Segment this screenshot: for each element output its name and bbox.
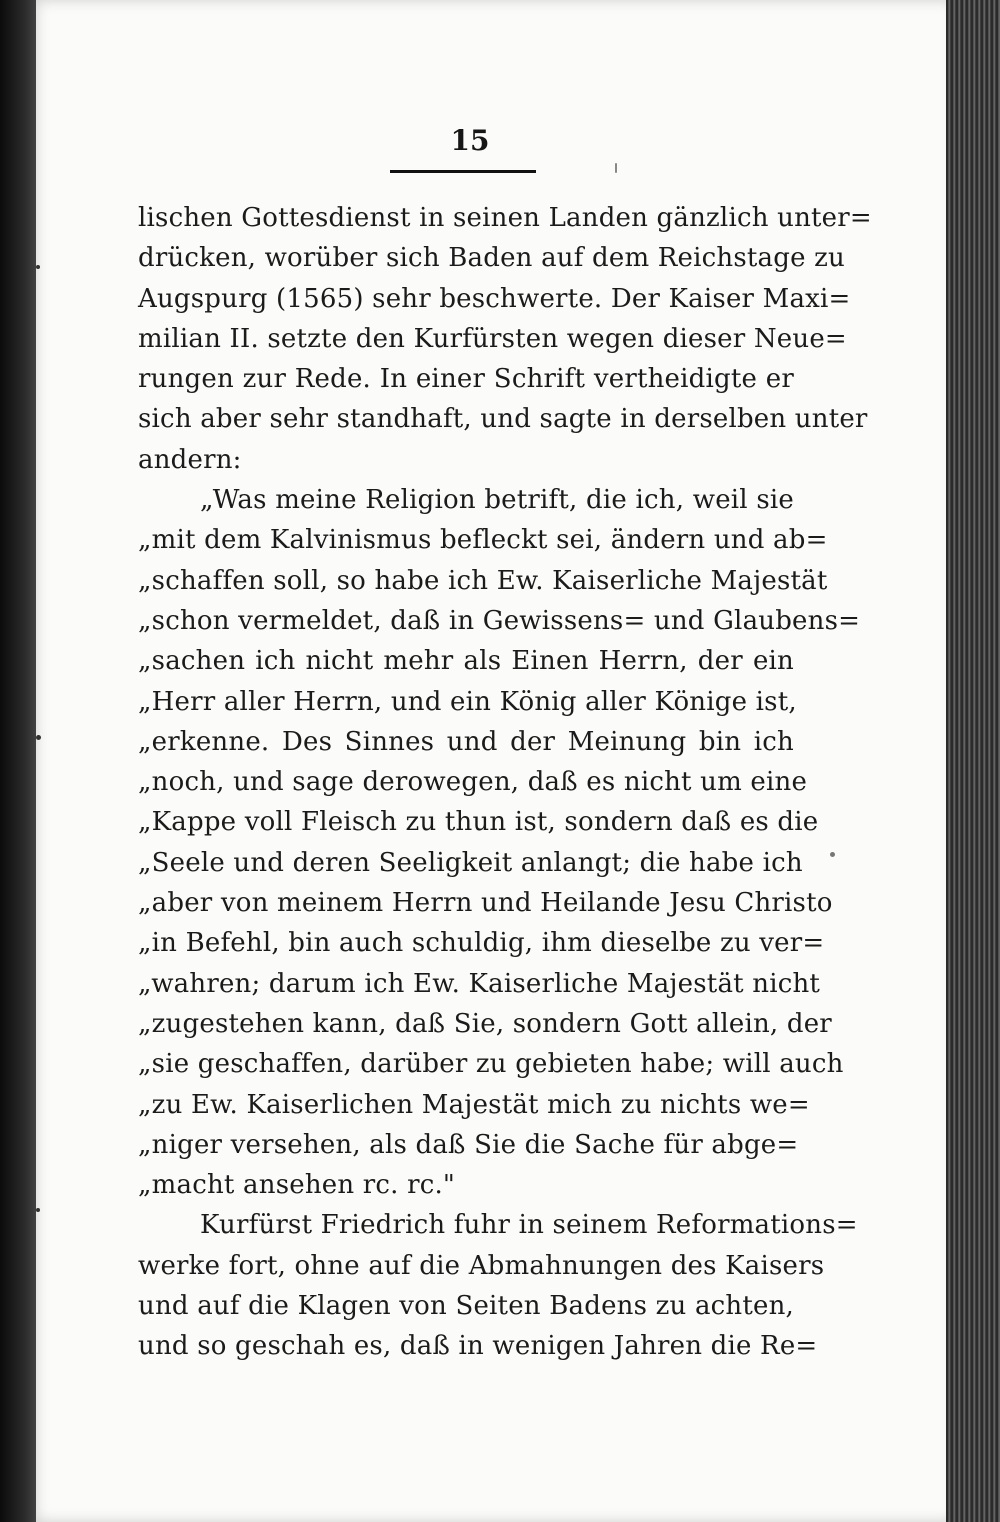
quote-line: „Was meine Religion betrift, die ich, weil sie — [200, 485, 794, 516]
paper-speck — [36, 1208, 40, 1212]
text-line: und so geschah es, daß in wenigen Jahren die Re= — [138, 1331, 818, 1362]
page-stack-edge — [946, 0, 1000, 1522]
quote-line: „schaffen soll, so habe ich Ew. Kaiserliche Majestät — [138, 565, 828, 596]
paper-speck — [830, 852, 835, 857]
body-text — [138, 198, 872, 1367]
text-line: sich aber sehr standhaft, und sagte in derselben unter — [138, 404, 868, 435]
quote-line: „zugestehen kann, daß Sie, sondern Gott allein, der — [138, 1008, 832, 1039]
paper-speck — [36, 735, 41, 740]
quote-line: „Kappe voll Fleisch zu thun ist, sondern daß es die — [138, 807, 819, 838]
text-line: lischen Gottesdienst in seinen Landen gänzlich unter= — [138, 203, 872, 233]
header-rule — [390, 170, 536, 173]
paper-speck — [36, 265, 40, 269]
quote-line: „Herr aller Herrn, und ein König aller Könige ist, — [138, 686, 797, 717]
paper-speck — [615, 163, 617, 173]
text-line: rungen zur Rede. In einer Schrift vertheidigte er — [138, 364, 794, 395]
text-line: drücken, worüber sich Baden auf dem Reichstage zu — [138, 243, 845, 274]
quote-line: „aber von meinem Herrn und Heilande Jesu Christo — [138, 888, 833, 919]
quote-line: „zu Ew. Kaiserlichen Majestät mich zu nichts we= — [138, 1089, 810, 1120]
quote-line: „wahren; darum ich Ew. Kaiserliche Majestät nicht — [138, 968, 821, 999]
quote-line: „sie geschaffen, darüber zu gebieten habe; will auch — [138, 1049, 844, 1080]
quote-line: „mit dem Kalvinismus befleckt sei, ändern und ab= — [138, 525, 828, 556]
quote-line: „noch, und sage derowegen, daß es nicht um eine — [138, 767, 808, 798]
text-line: und auf die Klagen von Seiten Badens zu achten, — [138, 1291, 794, 1322]
quote-line: „sachen ich nicht mehr als Einen Herrn, der ein — [138, 646, 794, 677]
text-line: Kurfürst Friedrich fuhr in seinem Reformations= — [200, 1210, 858, 1241]
quote-line: „erkenne. Des Sinnes und der Meinung bin ich — [138, 726, 794, 757]
text-line: Augspurg (1565) sehr beschwerte. Der Kaiser Maxi= — [138, 283, 851, 314]
quote-line: „Seele und deren Seeligkeit anlangt; die habe ich — [138, 847, 803, 878]
quote-line: „schon vermeldet, daß in Gewissens= und Glaubens= — [138, 605, 861, 636]
quote-line: „in Befehl, bin auch schuldig, ihm dieselbe zu ver= — [138, 928, 825, 959]
page-number: 15 — [450, 124, 490, 157]
text-line: werke fort, ohne auf die Abmahnungen des Kaisers — [138, 1250, 825, 1281]
text-line: milian II. setzte den Kurfürsten wegen dieser Neue= — [138, 323, 847, 354]
text-line: andern: — [138, 444, 242, 475]
book-cover-edge — [0, 0, 40, 1522]
quote-line: „macht ansehen rc. rc." — [138, 1170, 456, 1201]
quote-line: „niger versehen, als daß Sie die Sache für abge= — [138, 1129, 799, 1160]
